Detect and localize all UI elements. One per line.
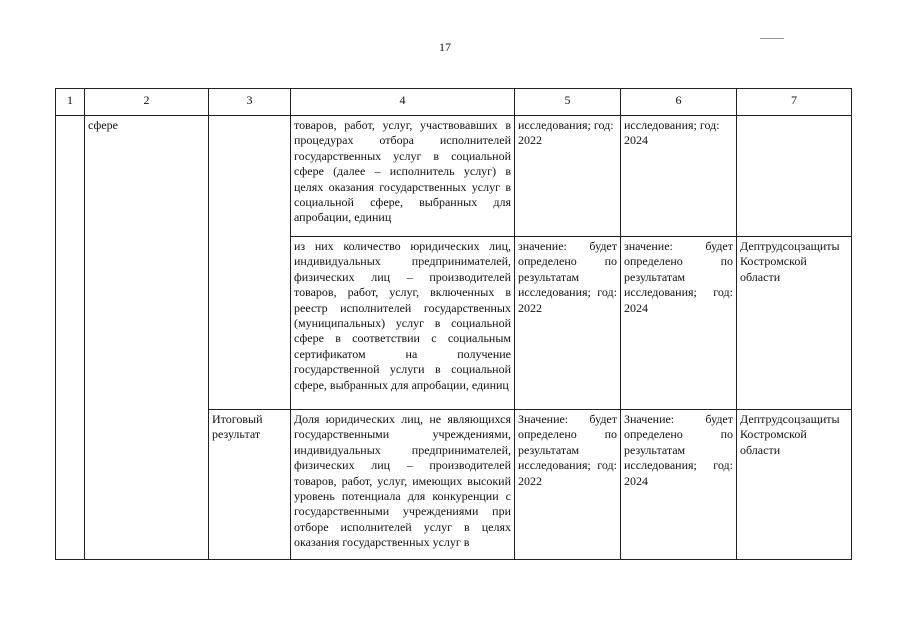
responsible-cell: Дептрудсоцзащиты Костромской области — [737, 410, 852, 560]
responsible-cell: Дептрудсоцзащиты Костромской области — [737, 237, 852, 410]
header-col-4: 4 — [291, 89, 515, 116]
indicator-cell: Доля юридических лиц, не являющихся государственными учреждениями, индивидуальных предпринимателей, физических лиц – производителей товаров, работ, услуг, имеющих высокий уровень потенциала для конкуренции с государственными учреждениями при отборе исполнителей услуг в целях оказания государственных услуг в — [291, 410, 515, 560]
header-col-5: 5 — [515, 89, 621, 116]
page-number: 17 — [439, 40, 451, 54]
result-type-cell: Итоговый результат — [209, 410, 291, 560]
indicator-cell: из них количество юридических лиц, индивидуальных предпринимателей, физических лиц – производителей товаров, работ, услуг, включенных в реестр исполнителей государственных (муниципальных) услуг в социальной сфере в соответствии с социальным сертификатом на получение государственной услуги в социальной сфере, выбранных для апробации, единиц — [291, 237, 515, 410]
table-header-row — [56, 89, 852, 116]
scan-mark — [760, 38, 784, 39]
indicator-cell: товаров, работ, услуг, участвовавших в процедурах отбора исполнителей государственных услуг в социальной сфере (далее – исполнитель услуг) в целях оказания государственных услуг в социальной сфере, выбранных для апробации, единиц — [291, 116, 515, 237]
value-2022-cell: исследования; год: 2022 — [515, 116, 621, 237]
value-2024-cell: значение: будет определено по результатам исследования; год: 2024 — [621, 237, 737, 410]
header-col-7: 7 — [737, 89, 852, 116]
header-col-1: 1 — [56, 89, 85, 116]
header-col-2: 2 — [85, 89, 209, 116]
table-row — [56, 116, 852, 237]
value-2024-cell: Значение: будет определено по результатам исследования; год: 2024 — [621, 410, 737, 560]
indicators-table — [55, 88, 852, 560]
task-cell: сфере — [85, 116, 209, 560]
row-number-cell — [56, 116, 85, 560]
result-type-cell — [209, 116, 291, 410]
value-2022-cell: Значение: будет определено по результатам исследования; год: 2022 — [515, 410, 621, 560]
value-2024-cell: исследования; год: 2024 — [621, 116, 737, 237]
header-col-3: 3 — [209, 89, 291, 116]
header-col-6: 6 — [621, 89, 737, 116]
value-2022-cell: значение: будет определено по результатам исследования; год: 2022 — [515, 237, 621, 410]
responsible-cell — [737, 116, 852, 237]
